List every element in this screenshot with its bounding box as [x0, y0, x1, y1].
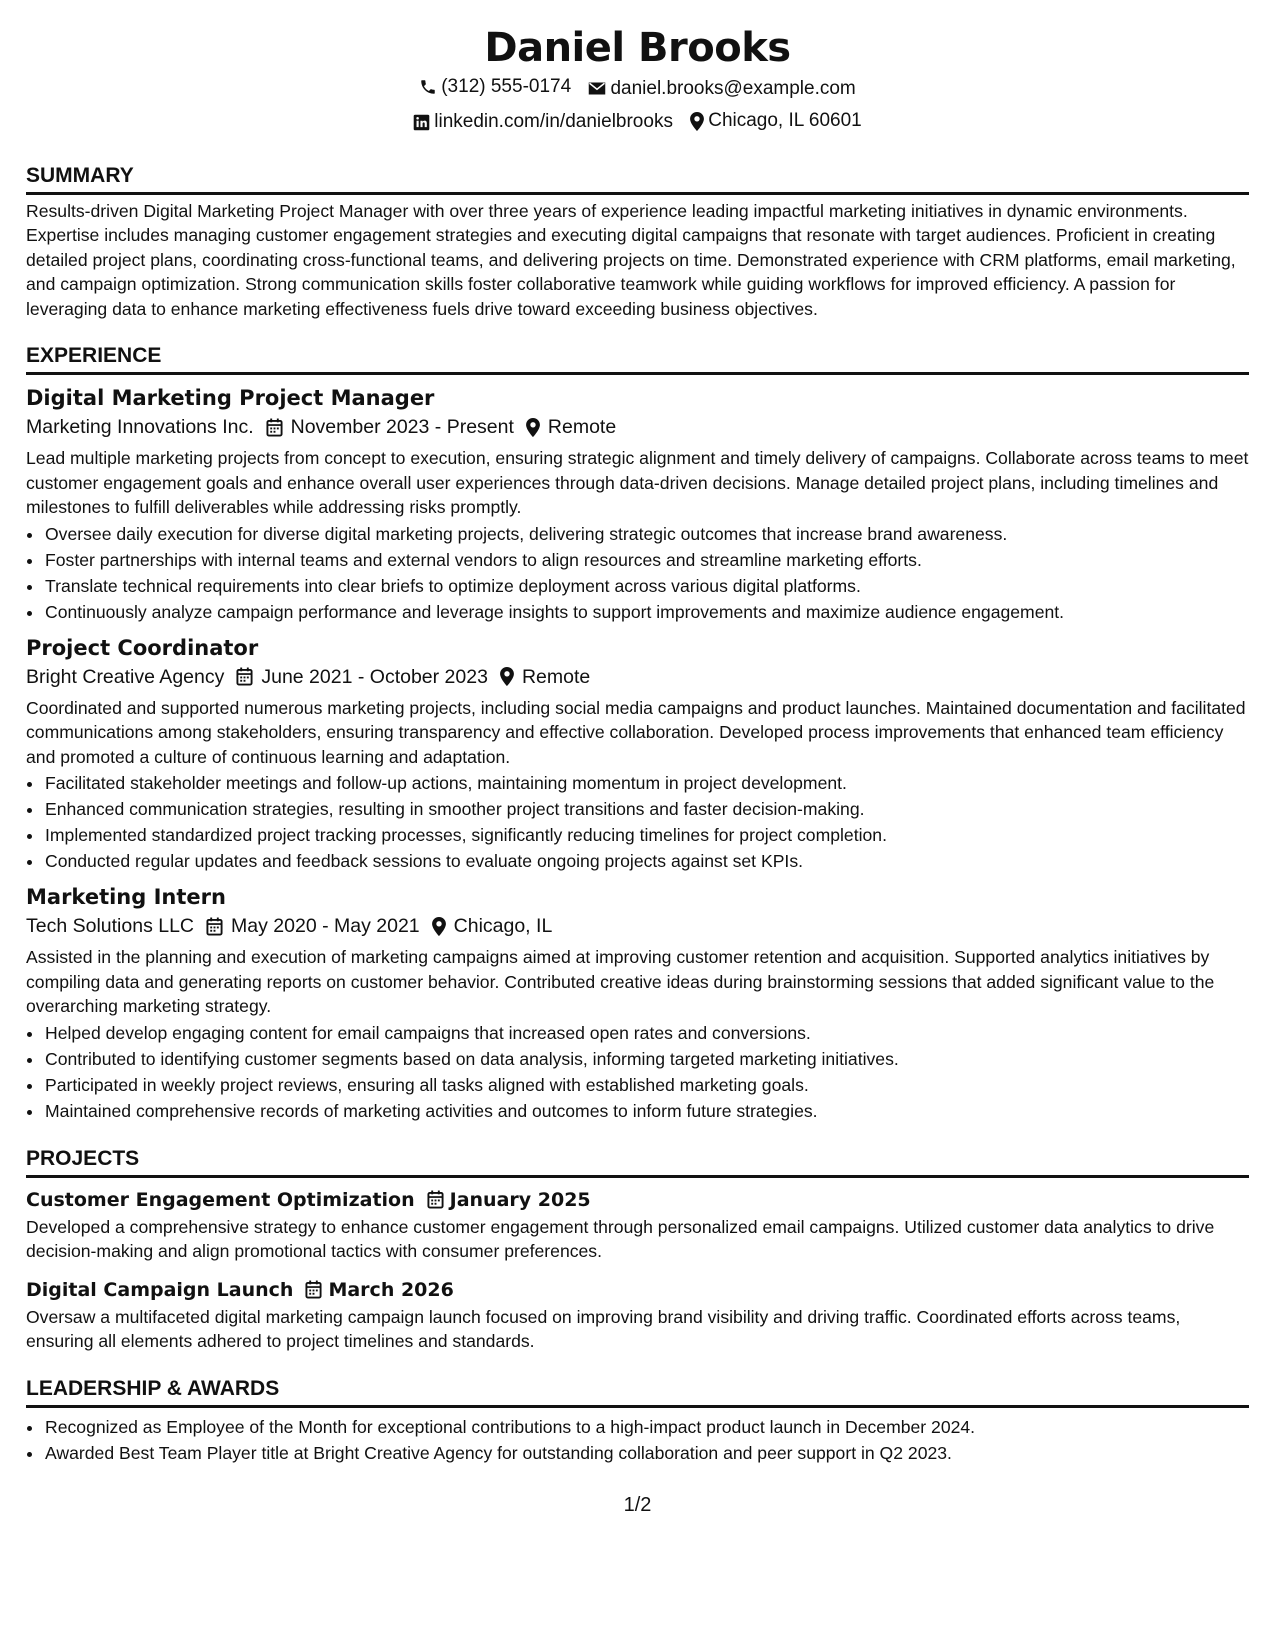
- job-location: [432, 911, 553, 941]
- project-name: Digital Campaign Launch: [26, 1278, 294, 1301]
- calendar-icon: [206, 917, 223, 936]
- calendar-icon: [266, 418, 283, 437]
- job-location: [526, 412, 616, 442]
- job-description: Assisted in the planning and execution of marketing campaigns aimed at improving customer retention and acquisition. Supported analytics initiatives by compiling data and generating reports on customer behavior. Contributed creative ideas during brainstorming sessions that added significant value to the overarching marketing strategy.: [26, 947, 1215, 1016]
- map-pin-icon: [690, 112, 704, 131]
- job-meta: [26, 911, 1249, 941]
- summary-heading: SUMMARY: [26, 163, 1249, 195]
- job-dates-text: May 2020 - May 2021: [231, 915, 420, 937]
- job-dates-text: November 2023 - Present: [290, 416, 514, 438]
- job-location-text: Remote: [547, 416, 617, 438]
- project-entry: [26, 1276, 1249, 1354]
- job-dates-text: June 2021 - October 2023: [261, 665, 488, 688]
- list-item: • Implemented standardized project tracking processes, significantly reducing timelines for project completion.: [44, 822, 1249, 848]
- project-description: Developed a comprehensive strategy to enhance customer engagement through personalized email campaigns. Utilized customer data analytics to drive decision-making and align promotional tactics with consumer preferences.: [26, 1216, 1215, 1261]
- leadership-heading: LEADERSHIP & AWARDS: [26, 1376, 1249, 1408]
- list-item: • Facilitated stakeholder meetings and follow-up actions, maintaining momentum in project development.: [44, 770, 1249, 796]
- phone-icon: [419, 78, 437, 96]
- project-header: [26, 1186, 1249, 1214]
- job-entry: [26, 384, 1249, 625]
- job-company: Marketing Innovations Inc.: [26, 416, 254, 438]
- project-entry: [26, 1186, 1249, 1264]
- list-item: • Continuously analyze campaign performance and leverage insights to support improvements and maximize audience engagement.: [44, 599, 1249, 625]
- job-description: Lead multiple marketing projects from concept to execution, ensuring strategic alignment and timely delivery of campaigns. Collaborate across teams to meet customer engagement goals and enhance overall user experiences through data-driven decisions. Manage detailed project plans, including timelines and milestones to fulfill deliverables while addressing risks promptly.: [26, 448, 1249, 517]
- summary-text: Results-driven Digital Marketing Project Manager with over three years of experience leading impactful marketing initiatives in dynamic environments. Expertise includes managing customer engagement strategies and executing digital campaigns that resonate with target audiences. Proficient in creating detailed project plans, coordinating cross-functional teams, and delivering projects on time. Demonstrated experience with CRM platforms, email marketing, and campaign optimization. Strong communication skills foster collaborative teamwork while guiding workflows for improved efficiency. A passion for leveraging data to enhance marketing effectiveness fuels drive toward exceeding business objectives.: [26, 200, 1236, 319]
- projects-section: [26, 1146, 1249, 1354]
- email-contact[interactable]: [588, 74, 855, 104]
- summary-section: [26, 163, 1249, 322]
- linkedin-text[interactable]: linkedin.com/in/danielbrooks: [434, 111, 673, 132]
- map-pin-icon: [432, 917, 446, 936]
- page-number: 1/2: [623, 1494, 652, 1516]
- job-description: Coordinated and supported numerous marketing projects, including social media campaigns and product launches. Maintained documentation and facilitated communications among stakeholders, ensuring transparency and effective collaboration. Developed process improvements that enhanced team efficiency and promoted a culture of continuous learning and adaptation.: [26, 697, 1246, 767]
- job-company: Bright Creative Agency: [26, 665, 225, 688]
- list-item: • Translate technical requirements into clear briefs to optimize deployment across various digital platforms.: [44, 573, 1249, 599]
- map-pin-icon: [526, 418, 540, 437]
- job-entry: [26, 634, 1249, 875]
- job-title: Project Coordinator: [26, 635, 259, 660]
- list-item: • Awarded Best Team Player title at Bright Creative Agency for outstanding collaboration and peer support in Q2 2023.: [44, 1440, 1249, 1466]
- phone-contact: [419, 72, 571, 102]
- job-bullets: [26, 521, 1249, 625]
- contact-line-2: [26, 106, 1249, 141]
- project-name: Customer Engagement Optimization: [26, 1188, 415, 1211]
- list-item: • Conducted regular updates and feedback sessions to evaluate ongoing projects against set KPIs.: [44, 848, 1249, 874]
- list-item: • Contributed to identifying customer segments based on data analysis, informing targeted marketing initiatives.: [44, 1046, 1249, 1072]
- list-item: • Oversee daily execution for diverse digital marketing projects, delivering strategic outcomes that increase brand awareness.: [44, 521, 1249, 547]
- list-item: • Maintained comprehensive records of marketing activities and outcomes to inform future strategies.: [44, 1098, 1249, 1124]
- job-location-text: Chicago, IL: [453, 915, 553, 937]
- linkedin-contact[interactable]: [413, 107, 673, 137]
- linkedin-icon: [413, 114, 430, 131]
- project-date: March 2026: [328, 1278, 454, 1301]
- project-description: Oversaw a multifaceted digital marketing campaign launch focused on improving brand visibility and driving traffic. Coordinated efforts across teams, ensuring all elements adhered to project timelines and standards.: [26, 1306, 1181, 1351]
- job-bullets: [26, 1020, 1249, 1124]
- experience-heading: EXPERIENCE: [26, 343, 1249, 375]
- map-pin-icon: [500, 667, 514, 686]
- list-item: • Participated in weekly project reviews, ensuring all tasks aligned with established marketing goals.: [44, 1072, 1249, 1098]
- list-item: • Recognized as Employee of the Month for exceptional contributions to a high-impact product launch in December 2024.: [44, 1414, 1249, 1440]
- calendar-icon: [305, 1280, 322, 1299]
- candidate-name: Daniel Brooks: [484, 25, 791, 71]
- projects-heading: PROJECTS: [26, 1146, 1249, 1178]
- job-meta: [26, 412, 1249, 442]
- calendar-icon: [236, 667, 253, 686]
- phone-text: (312) 555-0174: [441, 76, 572, 97]
- project-date: January 2025: [449, 1188, 591, 1211]
- location-contact: [690, 106, 862, 136]
- job-title: Digital Marketing Project Manager: [26, 386, 435, 410]
- job-bullets: [26, 770, 1249, 874]
- job-company: Tech Solutions LLC: [26, 915, 195, 937]
- job-location-text: Remote: [521, 665, 591, 688]
- project-header: [26, 1276, 1249, 1304]
- job-entry: [26, 883, 1249, 1124]
- job-meta: [26, 662, 1249, 692]
- contact-line-1: [26, 72, 1249, 106]
- experience-section: [26, 343, 1249, 1124]
- list-item: • Helped develop engaging content for email campaigns that increased open rates and conversions.: [44, 1020, 1249, 1046]
- resume-page: [26, 24, 1249, 1466]
- location-text: Chicago, IL 60601: [708, 110, 862, 131]
- calendar-icon: [427, 1190, 444, 1209]
- job-location: [500, 662, 590, 692]
- leadership-bullets: [26, 1414, 1249, 1466]
- list-item: • Foster partnerships with internal teams and external vendors to align resources and streamline marketing efforts.: [44, 547, 1249, 573]
- leadership-section: [26, 1376, 1249, 1466]
- job-dates: [236, 662, 488, 692]
- envelope-icon: [588, 81, 606, 96]
- job-title: Marketing Intern: [26, 885, 226, 909]
- job-dates: [206, 911, 420, 941]
- list-item: • Enhanced communication strategies, resulting in smoother project transitions and faster decision-making.: [44, 796, 1249, 822]
- job-dates: [266, 412, 514, 442]
- email-text[interactable]: daniel.brooks@example.com: [610, 77, 856, 99]
